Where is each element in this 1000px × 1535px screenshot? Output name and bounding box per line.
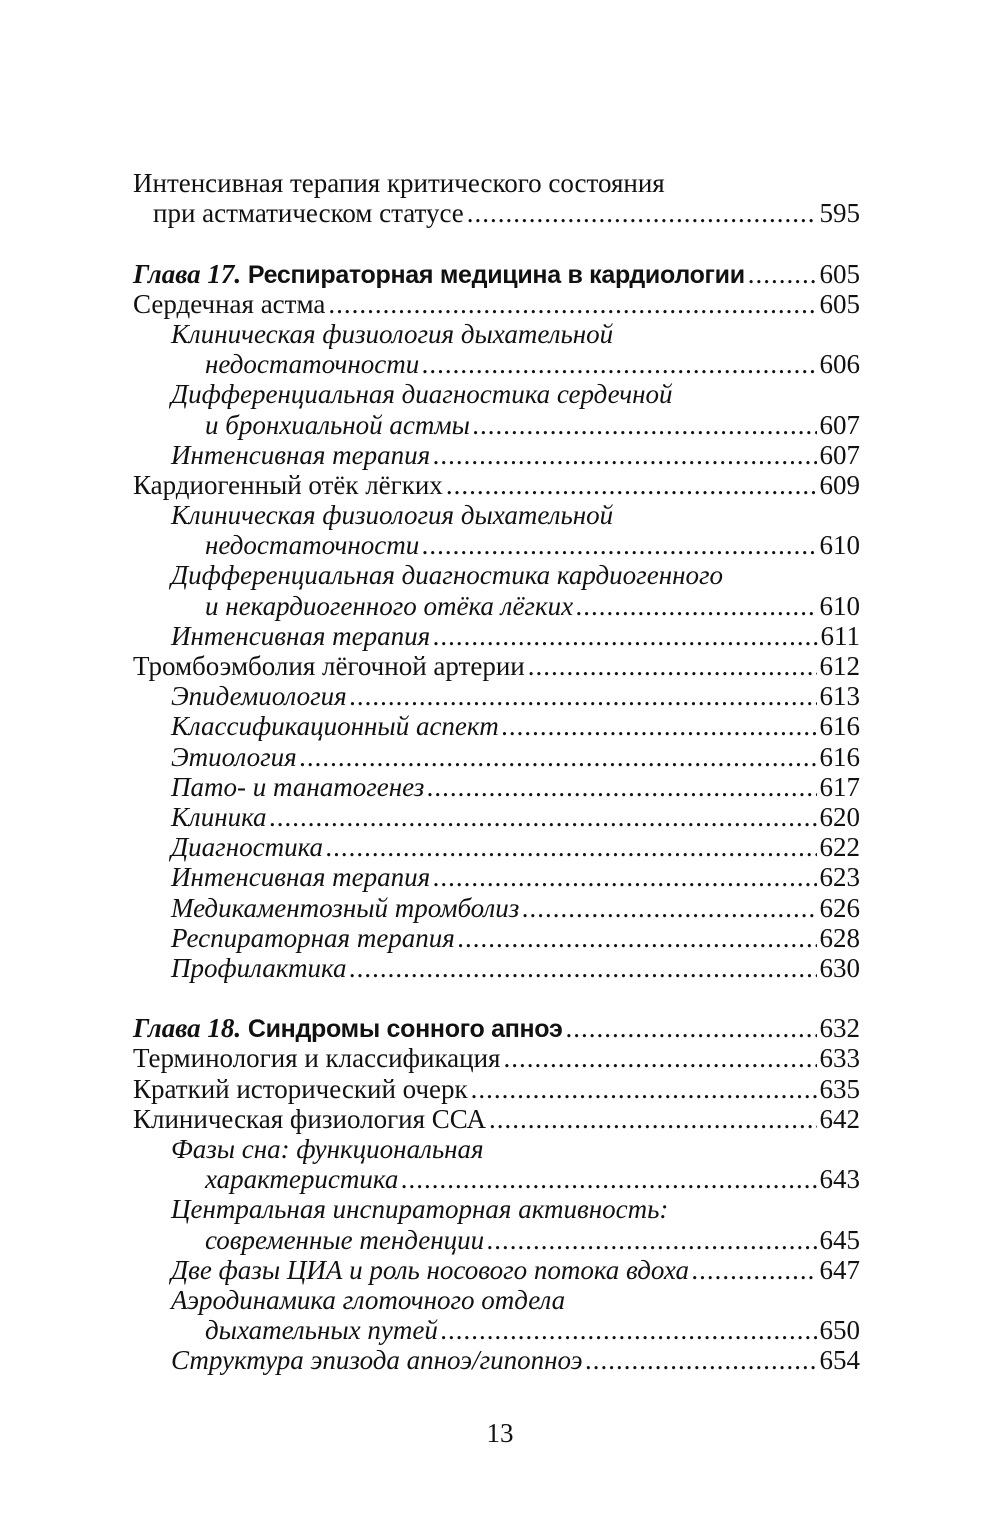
toc-subentry-title: Центральная инспираторная активность: — [171, 1194, 669, 1225]
chapter-number: Глава 18. — [133, 1013, 242, 1044]
toc-subentry-title: Респираторная терапия — [171, 922, 455, 953]
leader-dots — [441, 1315, 817, 1345]
leader-dots — [528, 651, 817, 681]
toc-page-number: 643 — [819, 1164, 860, 1195]
toc-page-number: 623 — [819, 862, 860, 893]
leader-dots — [576, 591, 816, 621]
leader-dots — [401, 1164, 816, 1194]
toc-entry — [133, 651, 860, 681]
toc-entry — [133, 1074, 860, 1104]
toc-subentry — [133, 832, 860, 862]
toc-subentry-title: недостаточности — [205, 349, 420, 380]
leader-dots — [471, 1074, 817, 1104]
toc-subentry — [133, 893, 860, 923]
toc-subentry — [133, 621, 860, 651]
toc-subentry-title: недостаточности — [205, 530, 420, 561]
toc-page-number: 628 — [819, 922, 860, 953]
leader-dots — [692, 1255, 816, 1285]
leader-dots — [522, 893, 816, 923]
toc-subentry — [133, 1315, 860, 1345]
leader-dots — [565, 1013, 816, 1043]
leader-dots — [748, 259, 817, 289]
leader-dots — [422, 349, 816, 379]
toc-page-number: 654 — [819, 1345, 860, 1376]
toc-page-number: 610 — [819, 590, 860, 621]
leader-dots — [503, 1043, 816, 1073]
toc-page-number: 605 — [819, 258, 860, 289]
toc-subentry — [133, 1164, 860, 1194]
toc-entry — [133, 1043, 860, 1073]
toc-page-number: 607 — [819, 439, 860, 470]
toc-subentry — [133, 440, 860, 470]
leader-dots — [433, 862, 816, 892]
toc-subentry-title: Медикаментозный тромболиз — [171, 892, 520, 923]
toc-subentry — [133, 560, 860, 590]
toc-entry-title: при астматическом статусе — [153, 198, 464, 229]
table-of-contents — [133, 168, 860, 1376]
toc-entry — [133, 289, 860, 319]
toc-subentry — [133, 742, 860, 772]
chapter-number: Глава 17. — [133, 258, 242, 289]
leader-dots — [350, 953, 817, 983]
toc-page-number: 616 — [819, 741, 860, 772]
toc-subentry-title: Этиология — [171, 741, 297, 772]
page-number: 13 — [486, 1418, 514, 1448]
toc-page-number: 622 — [819, 832, 860, 863]
toc-page-number: 617 — [819, 771, 860, 802]
toc-page-number: 606 — [819, 349, 860, 380]
toc-subentry-title: Профилактика — [171, 952, 347, 983]
toc-page-number: 616 — [819, 711, 860, 742]
toc-entry-title: Кардиогенный отёк лёгких — [133, 469, 443, 500]
chapter-title: Синдромы сонного апноэ — [247, 1015, 563, 1044]
toc-subentry-title: Дифференциальная диагностика сердечной — [171, 379, 673, 410]
toc-subentry-title: Пато- и танатогенез — [171, 771, 425, 802]
toc-page-number: 613 — [819, 681, 860, 712]
leader-dots — [586, 1345, 817, 1375]
toc-subentry-title: Интенсивная терапия — [171, 862, 431, 893]
toc-entry — [133, 168, 860, 198]
toc-page-number: 645 — [819, 1224, 860, 1255]
toc-subentry — [133, 530, 860, 560]
toc-page-number: 609 — [819, 469, 860, 500]
toc-subentry-title: и некардиогенного отёка лёгких — [205, 590, 574, 621]
toc-subentry — [133, 1255, 860, 1285]
leader-dots — [473, 410, 817, 440]
toc-subentry-title: Две фазы ЦИА и роль носового потока вдоха — [171, 1254, 690, 1285]
toc-entry — [133, 470, 860, 500]
toc-subentry-title: и бронхиальной астмы — [205, 409, 470, 440]
leader-dots — [433, 621, 817, 651]
toc-page-number: 612 — [819, 651, 860, 681]
leader-dots — [433, 440, 816, 470]
toc-page-number: 595 — [819, 198, 860, 229]
chapter-title: Респираторная медицина в кардиологии — [247, 260, 745, 289]
toc-subentry-title: Интенсивная терапия — [171, 439, 431, 470]
toc-subentry — [133, 711, 860, 741]
toc-entry-title: Интенсивная терапия критического состояния — [133, 168, 665, 198]
toc-page-number: 630 — [819, 952, 860, 983]
leader-dots — [300, 742, 817, 772]
leader-dots — [350, 681, 817, 711]
toc-entry-title: Клиническая физиология ССА — [133, 1103, 486, 1134]
toc-subentry-title: Клиника — [171, 801, 267, 832]
toc-subentry-title: дыхательных путей — [205, 1315, 438, 1346]
toc-subentry — [133, 923, 860, 953]
leader-dots — [326, 832, 816, 862]
toc-entry — [133, 198, 860, 228]
toc-subentry — [133, 1194, 860, 1224]
leader-dots — [487, 1225, 816, 1255]
toc-subentry-title: Эпидемиология — [171, 681, 347, 712]
toc-subentry-title: Клиническая физиология дыхательной — [171, 318, 614, 349]
toc-subentry-title: Аэродинамика глоточного отдела — [171, 1284, 566, 1315]
leader-dots — [422, 530, 816, 560]
toc-subentry — [133, 862, 860, 892]
toc-subentry — [133, 953, 860, 983]
toc-subentry — [133, 802, 860, 832]
toc-page-number: 607 — [819, 409, 860, 440]
leader-dots — [467, 198, 817, 228]
toc-entry-title: Краткий исторический очерк — [133, 1073, 468, 1104]
toc-subentry-title: Клиническая физиология дыхательной — [171, 500, 614, 531]
toc-subentry — [133, 349, 860, 379]
toc-page-number: 642 — [819, 1103, 860, 1134]
leader-dots — [270, 802, 817, 832]
toc-subentry-title: Классификационный аспект — [171, 711, 499, 742]
toc-subentry-title: Интенсивная терапия — [171, 620, 431, 651]
toc-page-number: 632 — [819, 1013, 860, 1044]
toc-subentry — [133, 1134, 860, 1164]
toc-subentry — [133, 591, 860, 621]
toc-subentry — [133, 772, 860, 802]
toc-subentry-title: современные тенденции — [205, 1224, 485, 1255]
toc-subentry-title: Фазы сна: функциональная — [171, 1134, 484, 1164]
toc-subentry — [133, 1225, 860, 1255]
toc-subentry-title: Диагностика — [171, 832, 324, 863]
toc-page-number: 633 — [819, 1043, 860, 1074]
leader-dots — [446, 470, 817, 500]
toc-entry-title: Сердечная астма — [133, 288, 326, 319]
toc-page-number: 650 — [819, 1315, 860, 1346]
toc-entry-title: Терминология и классификация — [133, 1043, 501, 1074]
toc-subentry — [133, 1345, 860, 1375]
toc-page-number: 610 — [819, 530, 860, 561]
toc-page-number: 605 — [819, 288, 860, 319]
toc-subentry-title: Дифференциальная диагностика кардиогенного — [171, 560, 724, 591]
toc-subentry — [133, 681, 860, 711]
toc-page-number: 626 — [819, 892, 860, 923]
toc-subentry — [133, 410, 860, 440]
toc-entry-title: Тромбоэмболия лёгочной артерии — [133, 651, 525, 681]
toc-page-number: 611 — [820, 620, 860, 651]
toc-subentry — [133, 319, 860, 349]
leader-dots — [489, 1104, 817, 1134]
toc-subentry — [133, 500, 860, 530]
leader-dots — [328, 289, 816, 319]
toc-subentry-title: Структура эпизода апноэ/гипопноэ — [171, 1345, 583, 1376]
toc-entry — [133, 1104, 860, 1134]
toc-page-number: 647 — [819, 1254, 860, 1285]
toc-page-number: 635 — [819, 1073, 860, 1104]
leader-dots — [502, 711, 817, 741]
toc-subentry — [133, 1285, 860, 1315]
toc-subentry — [133, 379, 860, 409]
toc-subentry-title: характеристика — [205, 1164, 399, 1195]
leader-dots — [427, 772, 816, 802]
chapter-heading — [133, 259, 860, 289]
toc-page-number: 620 — [819, 801, 860, 832]
leader-dots — [458, 923, 817, 953]
chapter-heading — [133, 1013, 860, 1043]
